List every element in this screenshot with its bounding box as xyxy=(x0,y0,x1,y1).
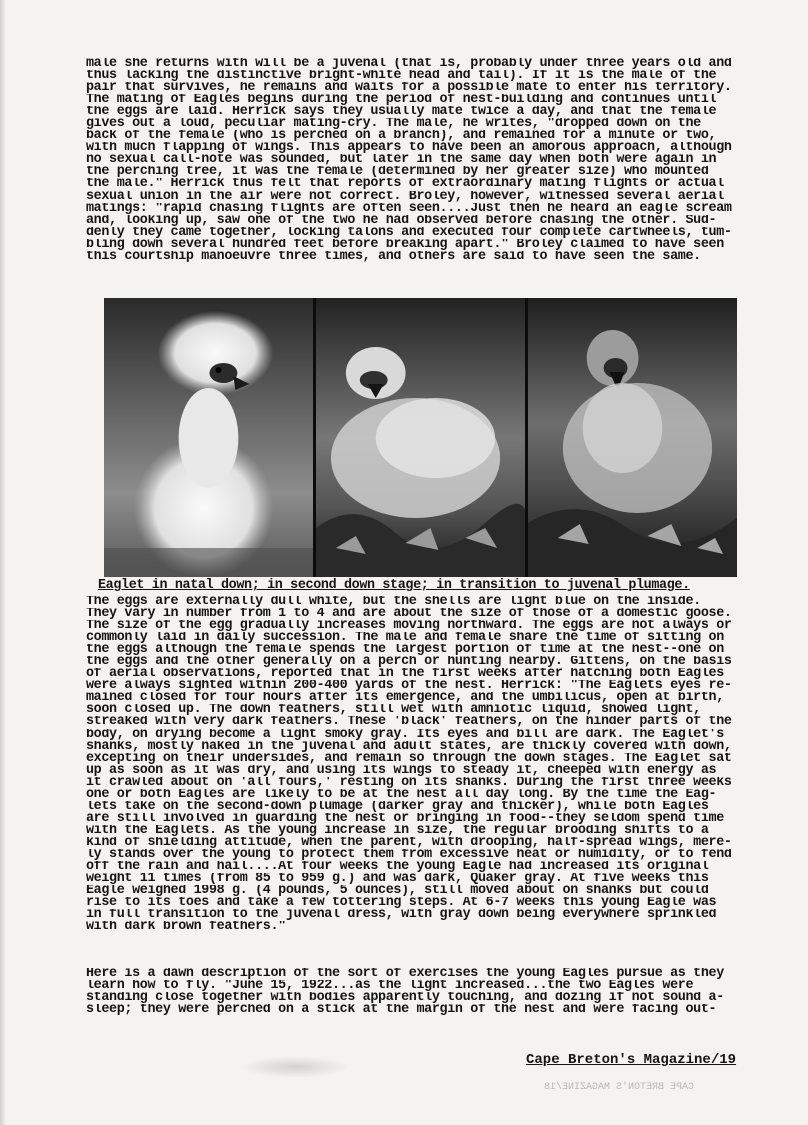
photo-eaglet-juvenal-transition xyxy=(528,298,737,577)
text-line: thus lacking the distinctive bright-white head and tail). If it is the male of the xyxy=(86,70,717,83)
text-line: the eggs are laid. Herrick says they usually mate twice a day, and that the female xyxy=(86,106,717,119)
text-line: the perching tree, it was the female (determined by her greater size) who mounted xyxy=(86,166,709,179)
text-line: male she returns with will be a juvenal (that is, probably under three years old and xyxy=(86,58,732,71)
text-line: mained closed for four hours after its emergence, and the umbilicus, open at birth, xyxy=(86,692,724,705)
text-line: ly stands over the young to protect them from excessive heat or humidity, or to fend xyxy=(86,848,732,862)
text-line: one or both Eagles are likely to be at the nest all day long. By the time the Eag- xyxy=(86,788,717,801)
text-line: gives out a loud, peculiar mating-cry. The male, he writes, "dropped down on the xyxy=(86,118,701,131)
text-line: off the rain and hail....At four weeks the young Eagle had increased its original xyxy=(86,861,709,874)
ink-smudge xyxy=(240,1056,350,1078)
text-line: rise to its toes and take a few tottering steps. At 6-7 weeks this young Eagle was xyxy=(86,897,717,910)
text-line: weight 11 times (from 85 to 959 g.) and was dark, Quaker gray. At five weeks this xyxy=(86,873,709,886)
text-line: learn how to fly. "June 15, 1922...as the light increased...the two Eagles were xyxy=(86,980,694,993)
text-line: body, on drying become a light smoky gray. Its eyes and bill are dark. The Eaglet's xyxy=(86,728,724,741)
text-line: this courtship manoeuvre three times, and others are said to have seen the same. xyxy=(86,250,701,263)
text-line: it crawled about on 'all fours,' resting on its shanks. During the first three weeks xyxy=(86,776,732,789)
text-line: streaked with very dark feathers. These 'black' feathers, on the hinder parts of the xyxy=(86,716,732,729)
text-line: They vary in number from 1 to 4 and are about the size of those of a domestic goose. xyxy=(86,608,732,621)
text-line: commonly laid in daily succession. The male and female share the time of sitting on xyxy=(86,632,724,645)
text-line: The size of the egg gradually increases moving northward. The eggs are not always or xyxy=(86,620,732,633)
text-line: Eagle weighed 1998 g. (4 pounds, 5 ounces), still moved about on shanks but could xyxy=(86,885,709,898)
text-line: sleep; they were perched on a stick at the margin of the nest and were facing out- xyxy=(86,1004,717,1017)
text-line: with the Eaglets. As the young increase in size, the regular brooding shifts to a xyxy=(86,824,709,837)
page-footer: Cape Breton's Magazine/19 xyxy=(526,1052,737,1068)
text-line: no sexual call-note was sounded, but later in the same day when both were again in xyxy=(86,154,717,167)
text-line: up as soon as it was dry, and using its wings to steady it, cheeped with energy as xyxy=(86,764,717,777)
text-line: in full transition to the juvenal dress, with gray down being everywhere sprinkled xyxy=(86,909,717,922)
text-line: with much flapping of wings. This appears to have been an amorous approach, although xyxy=(86,142,732,155)
text-line: The mating of Eagles begins during the period of nest-building and continues until xyxy=(86,94,717,107)
middle-paragraph xyxy=(86,596,770,933)
text-line: excepting on their undersides, and remain so through the down stages. The Eaglet sat xyxy=(86,752,732,765)
text-line: were always sighted within 200-400 yards of the nest. Herrick: "The Eaglets eyes re- xyxy=(86,680,732,693)
text-line: back of the female (who is perched on a branch), and remained for a minute or two, xyxy=(86,130,717,143)
page-edge xyxy=(0,0,6,1125)
text-line: soon closed up. The down feathers, still wet with amniotic liquid, showed light, xyxy=(86,704,701,717)
text-line: kind of shielding attitude, when the parent, with drooping, half-spread wings, mere- xyxy=(86,836,732,849)
text-line: sexual union in the air were not correct. Broley, however, witnessed several aerial xyxy=(86,190,724,203)
text-line: and, looking up, saw one of the two he had observed before chasing the other. Sud- xyxy=(86,214,717,227)
text-line: standing close together with bodies apparently touching, and dozing if not sound a- xyxy=(86,992,724,1005)
text-line: the eggs and the other generally on a perch or hunting nearby. Gittens, on the basis xyxy=(86,656,732,669)
text-line: pair that survives, he remains and waits for a possible mate to enter his territory. xyxy=(86,82,732,95)
photo-caption: Eaglet in natal down; in second down stage; in transition to juvenal plumage. xyxy=(98,578,690,593)
text-line: denly they came together, locking talons and executed four complete cartwheels, tum- xyxy=(86,226,732,239)
bleed-through-text: CAPE BRETON'S MAGAZINE/18 xyxy=(544,1082,695,1093)
text-line: bling down several hundred feet before breaking apart." Broley claimed to have seen xyxy=(86,238,724,251)
text-line: Here is a dawn description of the sort of exercises the young Eagles pursue as they xyxy=(86,968,724,981)
eaglet-photo-strip xyxy=(104,298,737,577)
text-line: with dark brown feathers." xyxy=(86,921,286,934)
text-line: are still involved in guarding the nest or bringing in food--they seldom spend time xyxy=(86,812,724,825)
text-line: the eggs although the female spends the largest portion of time at the nest--one on xyxy=(86,644,724,657)
photo-eaglet-natal-down xyxy=(104,298,316,577)
photo-eaglet-second-down xyxy=(316,298,528,577)
bottom-paragraph xyxy=(86,968,770,1016)
text-line: lets take on the second-down plumage (darker gray and thicker), while both Eagles xyxy=(86,800,709,813)
text-line: The eggs are externally dull white, but the shells are light blue on the inside. xyxy=(86,596,701,609)
text-line: of aerial observations, reported that in the first weeks after hatching both Eagles xyxy=(86,668,724,681)
text-line: the male." Herrick thus felt that reports of extraordinary mating flights or actual xyxy=(86,178,724,191)
text-line: shanks, mostly naked in the juvenal and adult states, are thickly covered with down, xyxy=(86,740,732,753)
text-line: matings: "rapid chasing flights are often seen....Just then he heard an eagle scream xyxy=(86,202,732,215)
top-paragraph xyxy=(86,58,770,263)
